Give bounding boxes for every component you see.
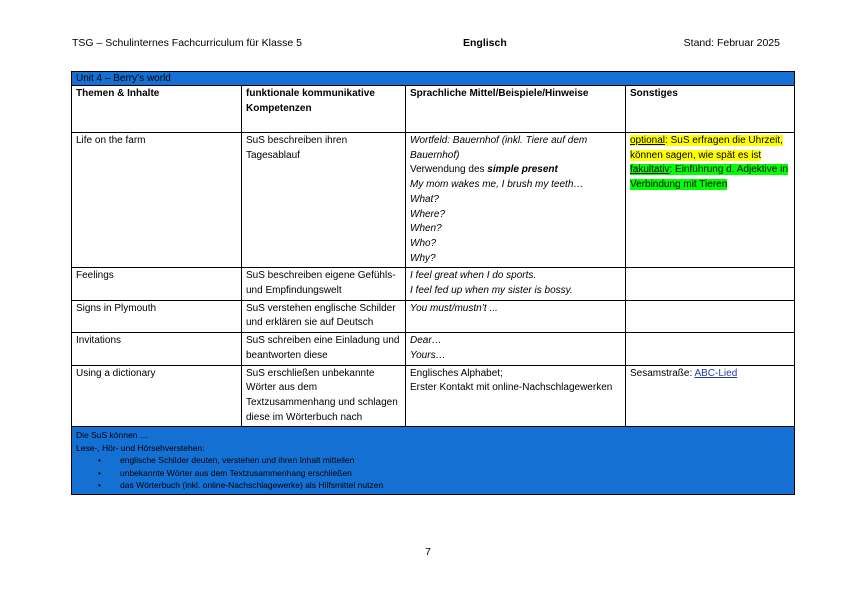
- means-line: [410, 163, 621, 178]
- list-item-text: das Wörterbuch (inkl. online-Nachschlagewerke) als Hilfsmittel nutzen: [120, 480, 384, 491]
- other-cell: [626, 300, 795, 332]
- header-left: TSG – Schulinternes Fachcurriculum für Klasse 5: [72, 37, 302, 49]
- competence-cell: SuS verstehen englische Schilder und erklären sie auf Deutsch: [242, 300, 406, 332]
- column-header-row: [72, 86, 795, 133]
- unit-title-row: [72, 72, 795, 86]
- other-cell: [626, 268, 795, 300]
- table-row-farm: [72, 133, 795, 268]
- col-header-competences: funktionale kommunikative Kompetenzen: [242, 86, 406, 133]
- curriculum-table: [71, 71, 795, 495]
- means-text: Verwendung des: [410, 164, 488, 176]
- table-row-signs: [72, 300, 795, 332]
- question-word: When?: [410, 223, 442, 235]
- table-row-invitations: [72, 333, 795, 365]
- means-cell: You must/mustn’t ...: [406, 300, 626, 332]
- other-text: Sesamstraße:: [630, 367, 695, 379]
- topic-cell: Using a dictionary: [72, 365, 242, 427]
- means-line: Erster Kontakt mit online-Nachschlagewerken: [410, 382, 613, 394]
- means-line: Englisches Alphabet;: [410, 367, 503, 379]
- other-cell: [626, 133, 795, 268]
- fakultativ-label: fakultativ: [630, 164, 670, 176]
- other-cell: [626, 333, 795, 365]
- question-word: Why?: [410, 252, 436, 264]
- header-subject: Englisch: [463, 37, 507, 49]
- list-item: [98, 454, 790, 467]
- abc-song-link[interactable]: ABC-Lied: [694, 367, 738, 379]
- means-cell: [406, 365, 626, 427]
- page-number: 7: [425, 546, 431, 558]
- question-word: Who?: [410, 237, 437, 249]
- table-row-feelings: [72, 268, 795, 300]
- bullet-icon: •: [98, 480, 101, 491]
- list-item: [98, 467, 790, 480]
- bullet-icon: •: [98, 467, 101, 478]
- col-header-means: Sprachliche Mittel/Beispiele/Hinweise: [406, 86, 626, 133]
- means-line: I feel great when I do sports.: [410, 270, 537, 282]
- means-line: My mom wakes me, I brush my teeth…: [410, 179, 584, 191]
- competence-cell: SuS beschreiben ihren Tagesablauf: [242, 133, 406, 268]
- grammar-term: simple present: [487, 164, 558, 176]
- competence-summary-row: [72, 427, 795, 495]
- col-header-topics: Themen & Inhalte: [72, 86, 242, 133]
- table-row-dictionary: [72, 365, 795, 427]
- optional-text: : SuS erfragen die Uhrzeit, können sagen, wie spät es ist: [630, 135, 783, 161]
- question-word: What?: [410, 193, 439, 205]
- competence-cell: SuS beschreiben eigene Gefühls- und Empfindungswelt: [242, 268, 406, 300]
- optional-label: optional: [630, 135, 666, 146]
- means-cell: [406, 133, 626, 268]
- means-cell: [406, 333, 626, 365]
- fakultativ-note: [630, 164, 788, 190]
- means-line: Yours…: [410, 349, 446, 361]
- list-item-text: unbekannte Wörter aus dem Textzusammenhang erschließen: [120, 467, 352, 478]
- bullet-icon: •: [98, 455, 101, 466]
- topic-cell: Invitations: [72, 333, 242, 365]
- unit-title: Unit 4 – Berry’s world: [72, 72, 795, 86]
- optional-note: [630, 135, 783, 161]
- header-date: Stand: Februar 2025: [683, 37, 780, 49]
- other-cell: [626, 365, 795, 427]
- topic-cell: Signs in Plymouth: [72, 300, 242, 332]
- means-cell: [406, 268, 626, 300]
- means-line: Wortfeld: Bauernhof (inkl. Tiere auf dem Bauernhof): [410, 135, 588, 161]
- question-word: Where?: [410, 208, 446, 220]
- summary-list: [76, 454, 790, 492]
- competence-summary: [72, 427, 795, 495]
- competence-cell: SuS erschließen unbekannte Wörter aus dem Textzusammenhang und schlagen diese im Wörterbuch nach: [242, 365, 406, 427]
- topic-cell: Feelings: [72, 268, 242, 300]
- means-line: I feel fed up when my sister is bossy.: [410, 285, 573, 297]
- col-header-other: Sonstiges: [626, 86, 795, 133]
- summary-intro: Die SuS können …: [76, 430, 149, 441]
- fakultativ-text: : Einführung d. Adjektive in Verbindung mit Tieren: [630, 164, 788, 191]
- summary-section: Lese-, Hör- und Hörsehverstehen:: [76, 442, 205, 453]
- list-item-text: englische Schilder deuten, verstehen und ihren Inhalt mitteilen: [120, 455, 355, 466]
- topic-cell: Life on the farm: [72, 133, 242, 268]
- competence-cell: SuS schreiben eine Einladung und beantworten diese: [242, 333, 406, 365]
- list-item: [98, 479, 790, 492]
- means-line: Dear…: [410, 335, 442, 347]
